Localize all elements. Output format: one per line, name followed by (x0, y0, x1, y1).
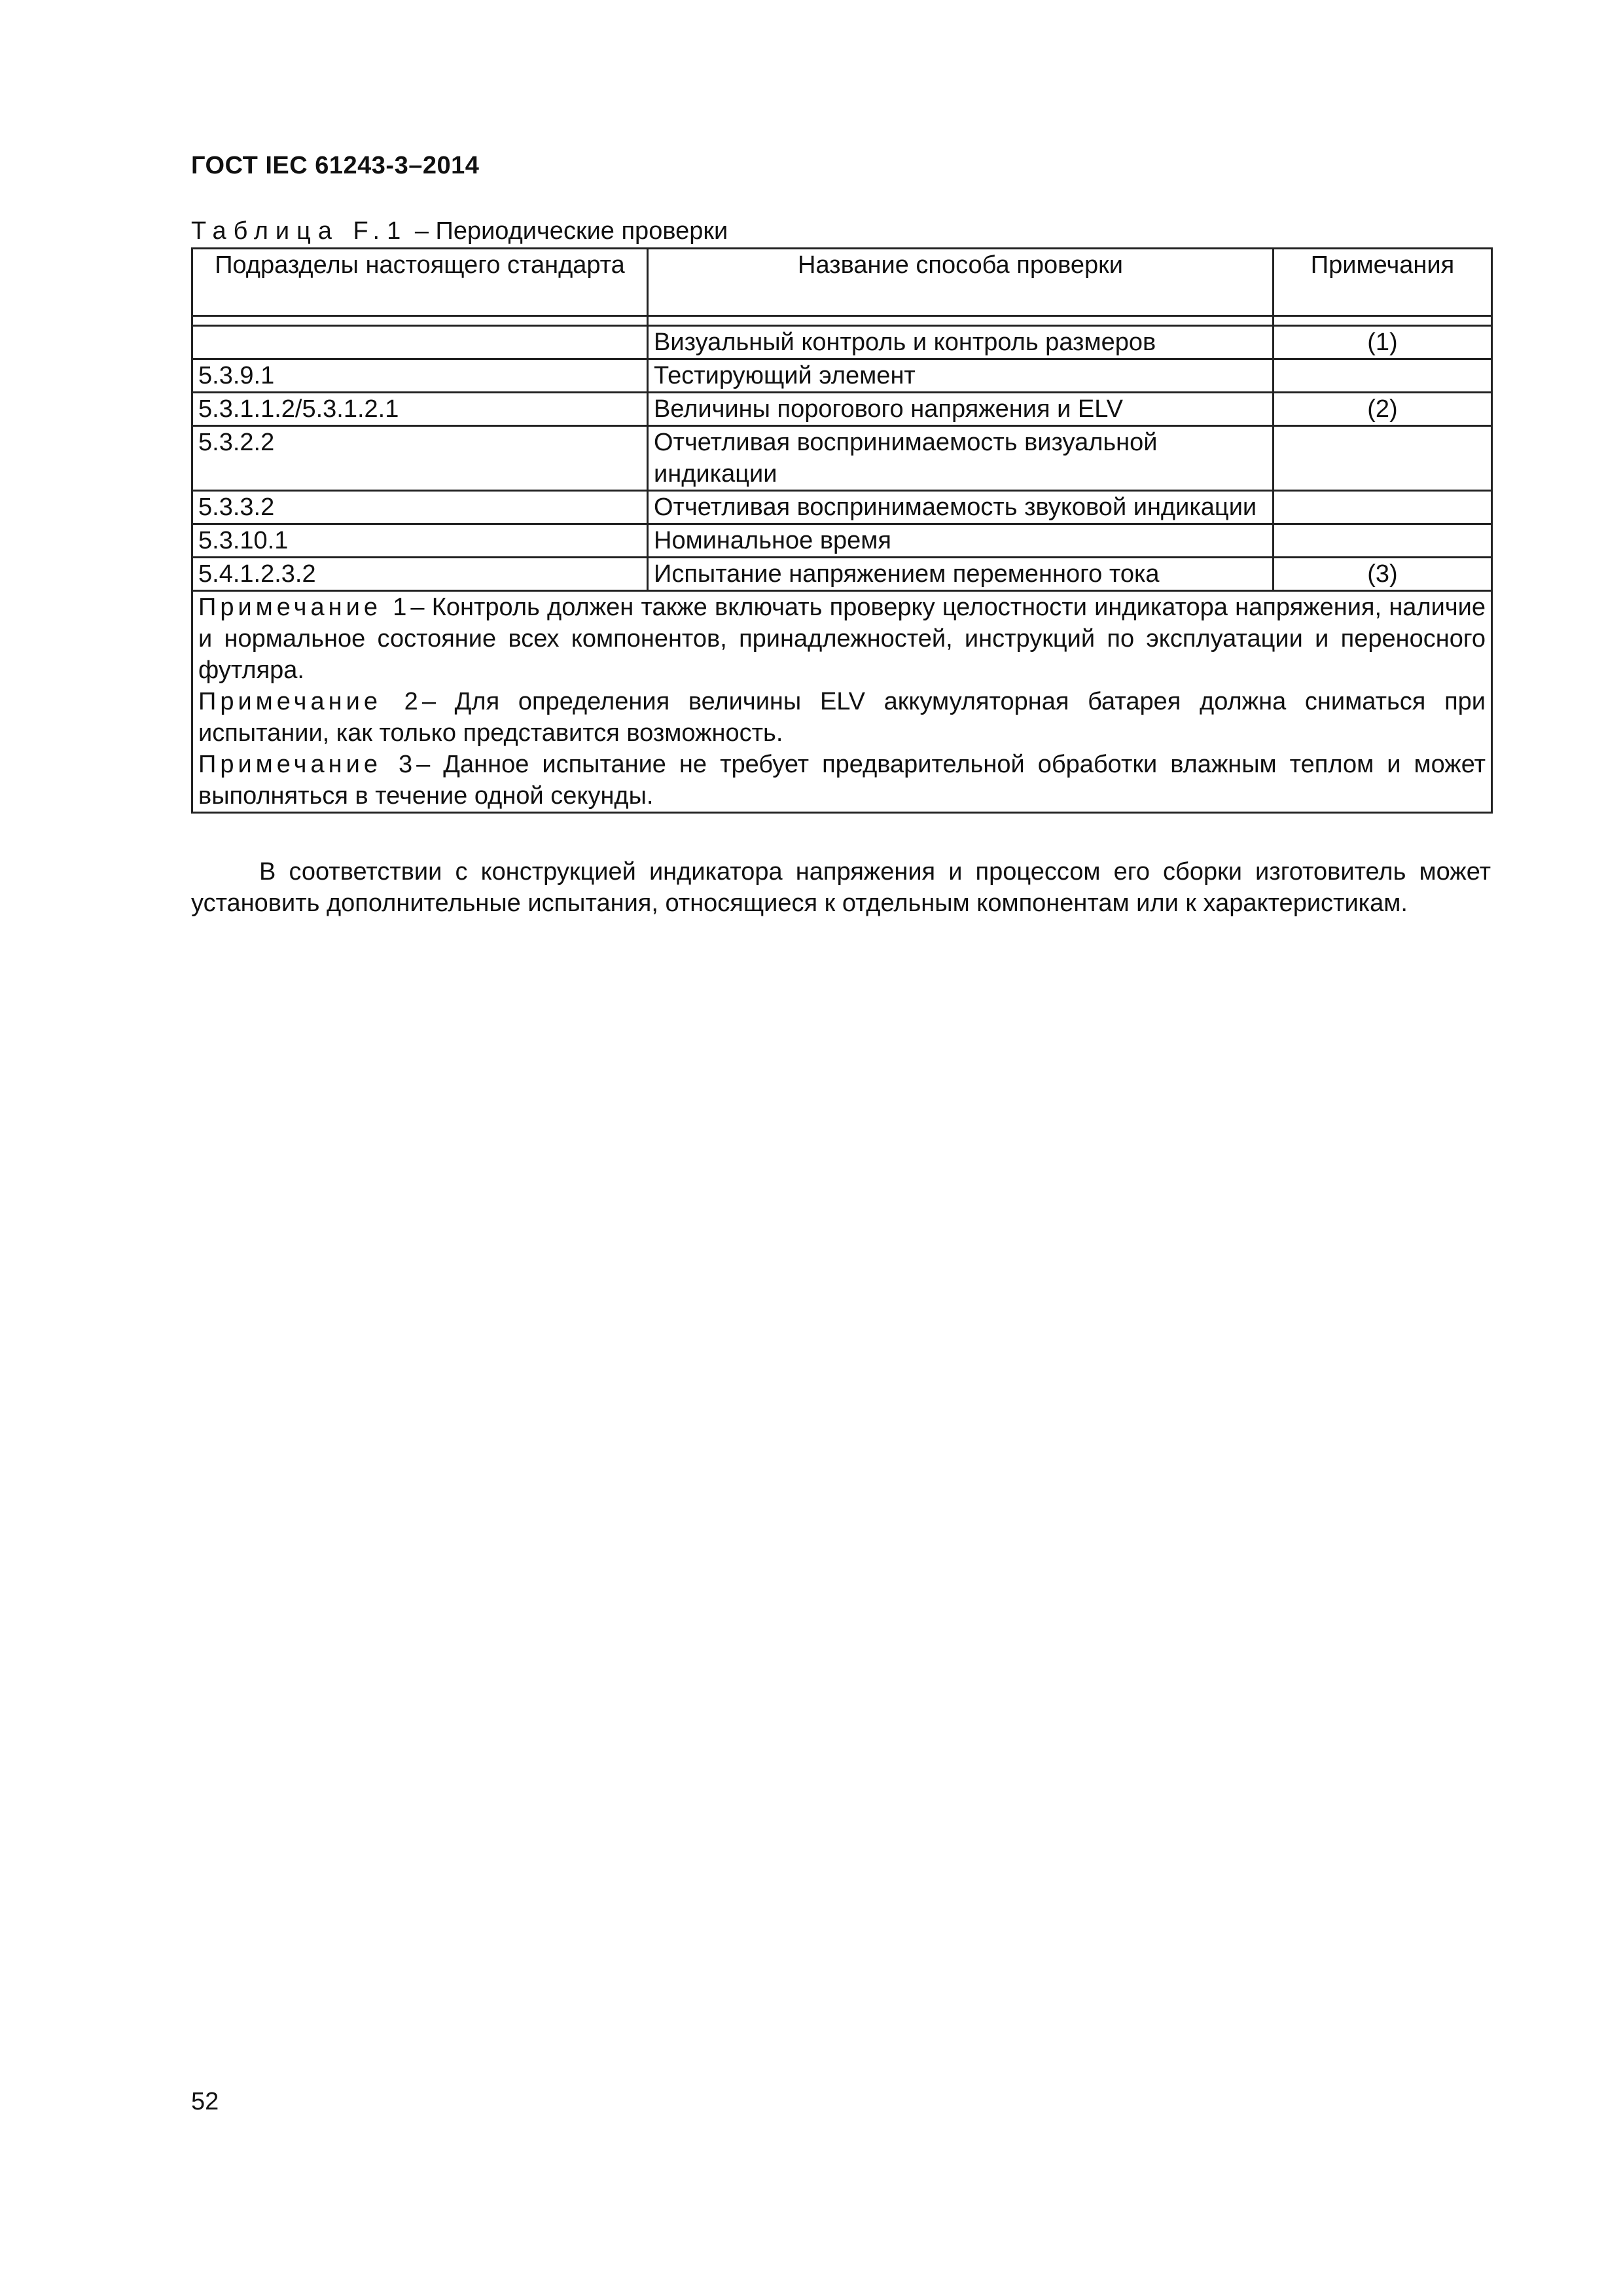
table-row (192, 524, 1492, 558)
cell-method: Визуальный контроль и контроль размеров (648, 326, 1274, 359)
cell-note (1274, 524, 1492, 558)
cell-note (1274, 359, 1492, 393)
column-header-sections: Подразделы настоящего стандарта (192, 249, 648, 316)
cell-note (1274, 426, 1492, 491)
cell-section: 5.4.1.2.3.2 (192, 558, 648, 591)
note-label: Примечание 3 (198, 751, 417, 778)
table-row (192, 326, 1492, 359)
column-header-notes: Примечания (1274, 249, 1492, 316)
periodic-checks-table (191, 247, 1493, 814)
table-notes-row (192, 591, 1492, 813)
table-caption-label: Таблица F.1 (191, 217, 408, 245)
note-text: – Для определения величины ELV аккумуляторная батарея должна сниматься при испытании, как только представится возможность. (198, 688, 1486, 747)
cell-section: 5.3.1.1.2/5.3.1.2.1 (192, 393, 648, 426)
table-row (192, 558, 1492, 591)
table-caption-title: – Периодические проверки (414, 217, 728, 245)
table-header-row (192, 249, 1492, 316)
table-note-2 (198, 686, 1486, 749)
cell-section (192, 326, 648, 359)
cell-note: (3) (1274, 558, 1492, 591)
table-notes (192, 591, 1492, 813)
cell-section: 5.3.3.2 (192, 491, 648, 524)
body-paragraph: В соответствии с конструкцией индикатора напряжения и процессом его сборки изготовитель может установить дополнительные испытания, относящиеся к отдельным компонентам или к характеристикам. (191, 858, 1491, 917)
cell-note: (1) (1274, 326, 1492, 359)
page-number: 52 (191, 2088, 219, 2115)
table-row (192, 426, 1492, 491)
cell-method: Испытание напряжением переменного тока (648, 558, 1274, 591)
cell-section: 5.3.2.2 (192, 426, 648, 491)
table-header-separator (192, 316, 1492, 326)
table-row (192, 491, 1492, 524)
cell-method: Номинальное время (648, 524, 1274, 558)
table-row (192, 359, 1492, 393)
cell-method: Тестирующий элемент (648, 359, 1274, 393)
cell-section: 5.3.9.1 (192, 359, 648, 393)
cell-method: Отчетливая воспринимаемость звуковой индикации (648, 491, 1274, 524)
cell-section: 5.3.10.1 (192, 524, 648, 558)
cell-method: Величины порогового напряжения и ELV (648, 393, 1274, 426)
table-note-3 (198, 749, 1486, 812)
document-header: ГОСТ IEC 61243-3–2014 (191, 152, 480, 179)
note-label: Примечание 2 (198, 688, 422, 715)
cell-method: Отчетливая воспринимаемость визуальной индикации (648, 426, 1274, 491)
note-label: Примечание 1 (198, 594, 411, 621)
table-row (192, 393, 1492, 426)
column-header-method: Название способа проверки (648, 249, 1274, 316)
note-text: – Контроль должен также включать проверку целостности индикатора напряжения, наличие и нормальное состояние всех компонентов, принадлежностей, инструкций по эксплуатации и переносного футляра. (198, 594, 1486, 684)
note-text: – Данное испытание не требует предварительной обработки влажным теплом и может выполняться в течение одной секунды. (198, 751, 1486, 810)
cell-note: (2) (1274, 393, 1492, 426)
cell-note (1274, 491, 1492, 524)
table-caption (191, 216, 728, 246)
table-note-1 (198, 592, 1486, 686)
